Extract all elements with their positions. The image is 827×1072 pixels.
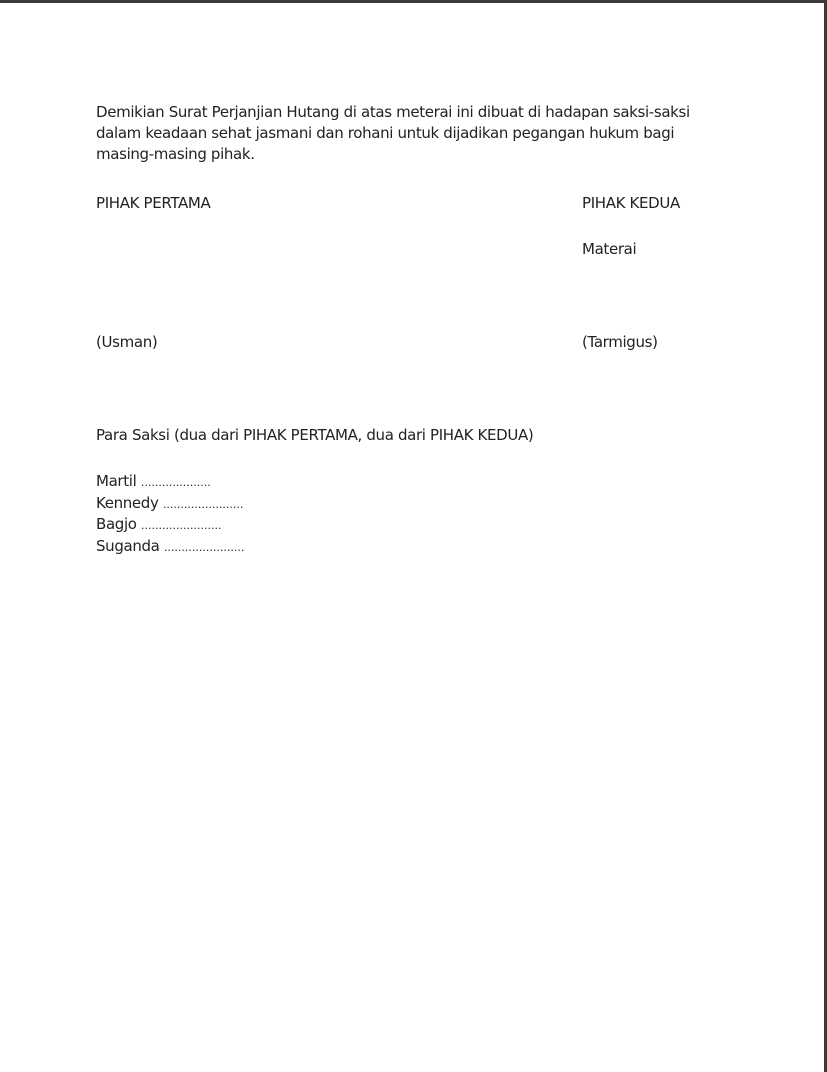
witness-entry bbox=[96, 514, 244, 536]
signature-dots: ....................... bbox=[163, 540, 245, 554]
signature-dots: ....................... bbox=[141, 519, 222, 532]
first-party-heading: PIHAK PERTAMA bbox=[96, 194, 211, 212]
second-party-signatory: (Tarmigus) bbox=[582, 333, 658, 351]
signature-dots: ....................... bbox=[162, 497, 244, 511]
witnesses-heading: Para Saksi (dua dari PIHAK PERTAMA, dua dari PIHAK KEDUA) bbox=[96, 426, 534, 444]
first-party-signatory: (Usman) bbox=[96, 333, 158, 351]
witness-list bbox=[96, 471, 244, 557]
witness-name: Bagjo bbox=[96, 515, 137, 533]
stamp-label: Materai bbox=[582, 240, 637, 258]
witness-entry bbox=[96, 471, 244, 493]
witness-entry bbox=[96, 536, 244, 558]
document-page bbox=[0, 3, 824, 1072]
witness-name: Martil bbox=[96, 472, 137, 490]
intro-paragraph: Demikian Surat Perjanjian Hutang di atas meterai ini dibuat di hadapan saksi-saksi dalam keadaan sehat jasmani dan rohani untuk dijadikan pegangan hukum bagi masing-masing pihak. bbox=[96, 103, 690, 163]
second-party-heading: PIHAK KEDUA bbox=[582, 194, 680, 212]
signature-dots: .................... bbox=[140, 476, 211, 489]
witness-name: Kennedy bbox=[96, 493, 159, 512]
witness-entry bbox=[96, 493, 244, 515]
witness-name: Suganda bbox=[96, 536, 160, 555]
